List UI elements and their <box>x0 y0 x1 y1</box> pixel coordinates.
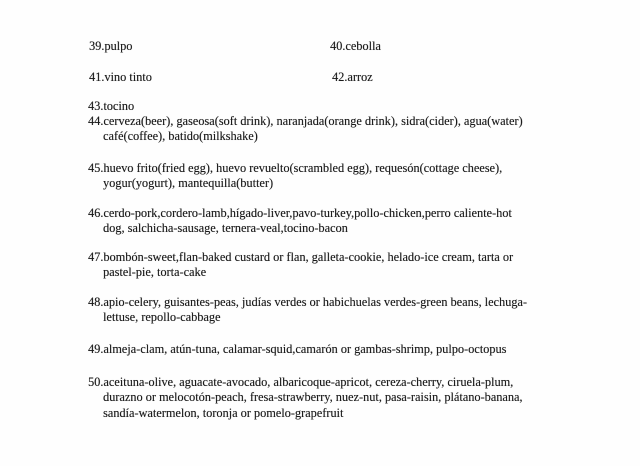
vocab-item-44 <box>88 114 600 145</box>
vocab-item-48-line-1: 48.apio-celery, guisantes-peas, judías verdes or habichuelas verdes-green beans, lechuga- <box>88 295 527 309</box>
vocab-item-50-line-3: sandía-watermelon, toronja or pomelo-grapefruit <box>103 405 344 420</box>
vocab-item-49-line-1: 49.almeja-clam, atún-tuna, calamar-squid,camarón or gambas-shrimp, pulpo-octopus <box>88 342 507 356</box>
vocab-item-47-line-1: 47.bombón-sweet,flan-baked custard or flan, galleta-cookie, helado-ice cream, tarta or <box>88 250 514 264</box>
vocab-item-48 <box>88 295 600 326</box>
vocab-item-43: 43.tocino <box>88 99 135 113</box>
vocab-item-50-line-2: durazno or melocotón-peach, fresa-strawberry, nuez-nut, pasa-raisin, plátano-banana, <box>103 390 523 405</box>
vocab-item-49 <box>88 342 600 357</box>
vocab-row-43 <box>0 99 640 115</box>
vocab-item-46-line-1: 46.cerdo-pork,cordero-lamb,hígado-liver,pavo-turkey,pollo-chicken,perro caliente-hot <box>88 206 512 220</box>
vocab-item-48-line-2: lettuse, repollo-cabbage <box>103 310 221 325</box>
vocab-row-41-42 <box>0 70 640 86</box>
vocab-item-46 <box>88 206 600 237</box>
vocab-item-47 <box>88 250 600 281</box>
vocab-item-50 <box>88 375 600 421</box>
vocab-item-45 <box>88 161 600 192</box>
vocab-item-47-line-2: pastel-pie, torta-cake <box>103 265 207 280</box>
vocab-item-42: 42.arroz <box>332 70 373 84</box>
vocab-item-45-line-2: yogur(yogurt), mantequilla(butter) <box>103 176 274 191</box>
vocab-item-45-line-1: 45.huevo frito(fried egg), huevo revuelto(scrambled egg), requesón(cottage cheese), <box>88 161 503 175</box>
vocab-item-44-line-2: café(coffee), batido(milkshake) <box>103 129 258 144</box>
vocab-item-44-line-1: 44.cerveza(beer), gaseosa(soft drink), naranjada(orange drink), sidra(cider), agua(water) <box>88 114 523 128</box>
vocab-row-39-40 <box>0 39 640 55</box>
vocab-item-41: 41.vino tinto <box>89 70 152 84</box>
vocab-item-40: 40.cebolla <box>330 39 381 53</box>
vocab-item-46-line-2: dog, salchicha-sausage, ternera-veal,tocino-bacon <box>103 221 348 236</box>
vocab-item-39: 39.pulpo <box>89 39 133 53</box>
vocab-item-50-line-1: 50.aceituna-olive, aguacate-avocado, albaricoque-apricot, cereza-cherry, ciruela-plum, <box>88 375 514 389</box>
